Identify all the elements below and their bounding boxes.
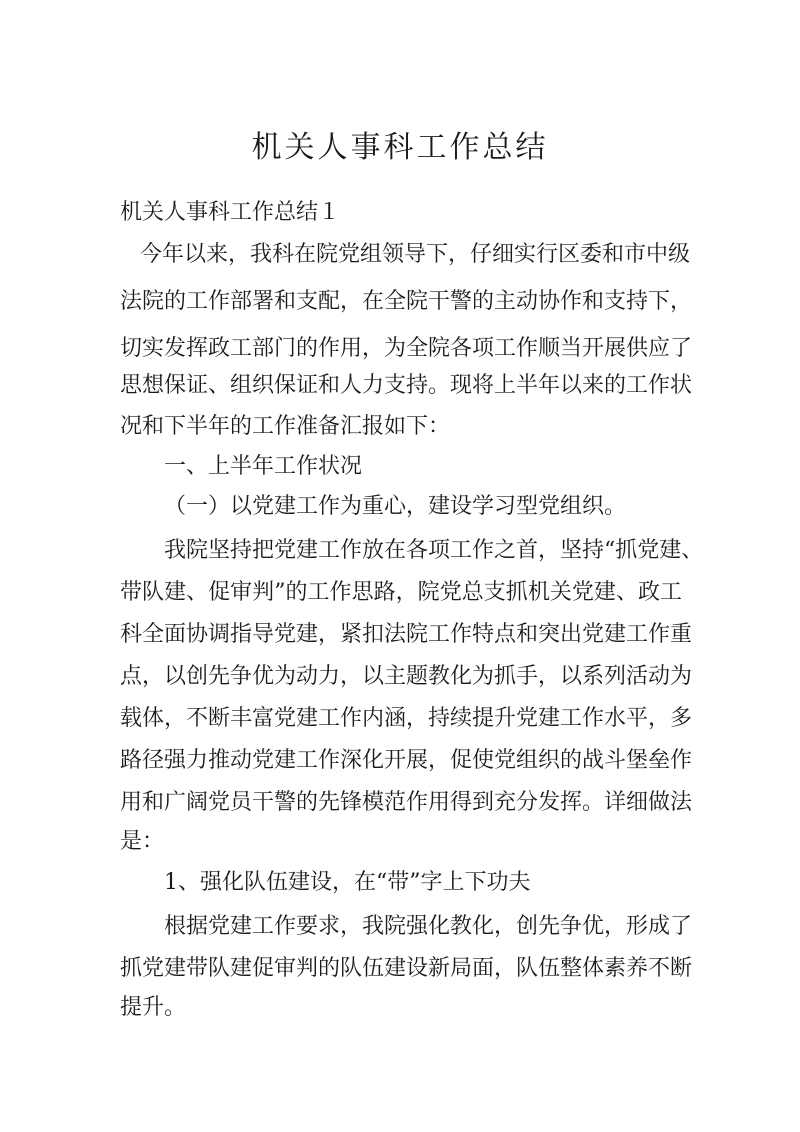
paragraph-2-line-1: 我院坚持把党建工作放在各项工作之首，坚持“抓党建、 bbox=[164, 538, 704, 563]
paragraph-1-line-1: 今年以来，我科在院党组领导下，仔细实行区委和市中级 bbox=[140, 242, 691, 267]
paragraph-2-line-5: 载体，不断丰富党建工作内涵，持续提升党建工作水平，多 bbox=[120, 706, 693, 731]
paragraph-2-line-7: 用和广阔党员干警的先锋模范作用得到充分发挥。详细做法 bbox=[120, 790, 693, 815]
paragraph-2-line-3: 科全面协调指导党建，紧扣法院工作特点和突出党建工作重 bbox=[120, 622, 693, 647]
subsection-heading-1: （一）以党建工作为重心，建设学习型党组织。 bbox=[164, 494, 627, 519]
paragraph-3-line-3: 提升。 bbox=[120, 995, 187, 1020]
paragraph-1-line-4: 思想保证、组织保证和人力支持。现将上半年以来的工作状 bbox=[120, 373, 693, 398]
paragraph-1-line-3: 切实发挥政工部门的作用，为全院各项工作顺当开展供应了 bbox=[120, 336, 693, 361]
paragraph-2-line-6: 路径强力推动党建工作深化开展，促使党组织的战斗堡垒作 bbox=[120, 748, 693, 773]
section-heading-1: 一、上半年工作状况 bbox=[164, 454, 363, 479]
document-subtitle: 机关人事科工作总结１ bbox=[120, 200, 341, 225]
paragraph-3-line-2: 抓党建带队建促审判的队伍建设新局面，队伍整体素养不断 bbox=[120, 956, 693, 981]
paragraph-3-line-1: 根据党建工作要求，我院强化教化，创先争优，形成了 bbox=[164, 914, 693, 939]
item-heading-1: 1、强化队伍建设，在“带”字上下功夫 bbox=[164, 870, 531, 895]
paragraph-2-line-4: 点，以创先争优为动力，以主题教化为抓手，以系列活动为 bbox=[120, 664, 693, 689]
paragraph-2-line-2: 带队建、促审判”的工作思路，院党总支抓机关党建、政工 bbox=[120, 580, 682, 605]
document-title: 机关人事科工作总结 bbox=[251, 130, 549, 165]
paragraph-1-line-5: 况和下半年的工作准备汇报如下： bbox=[120, 414, 451, 439]
paragraph-2-line-8: 是： bbox=[120, 829, 165, 854]
paragraph-1-line-2: 法院的工作部署和支配，在全院干警的主动协作和支持下， bbox=[120, 289, 693, 314]
